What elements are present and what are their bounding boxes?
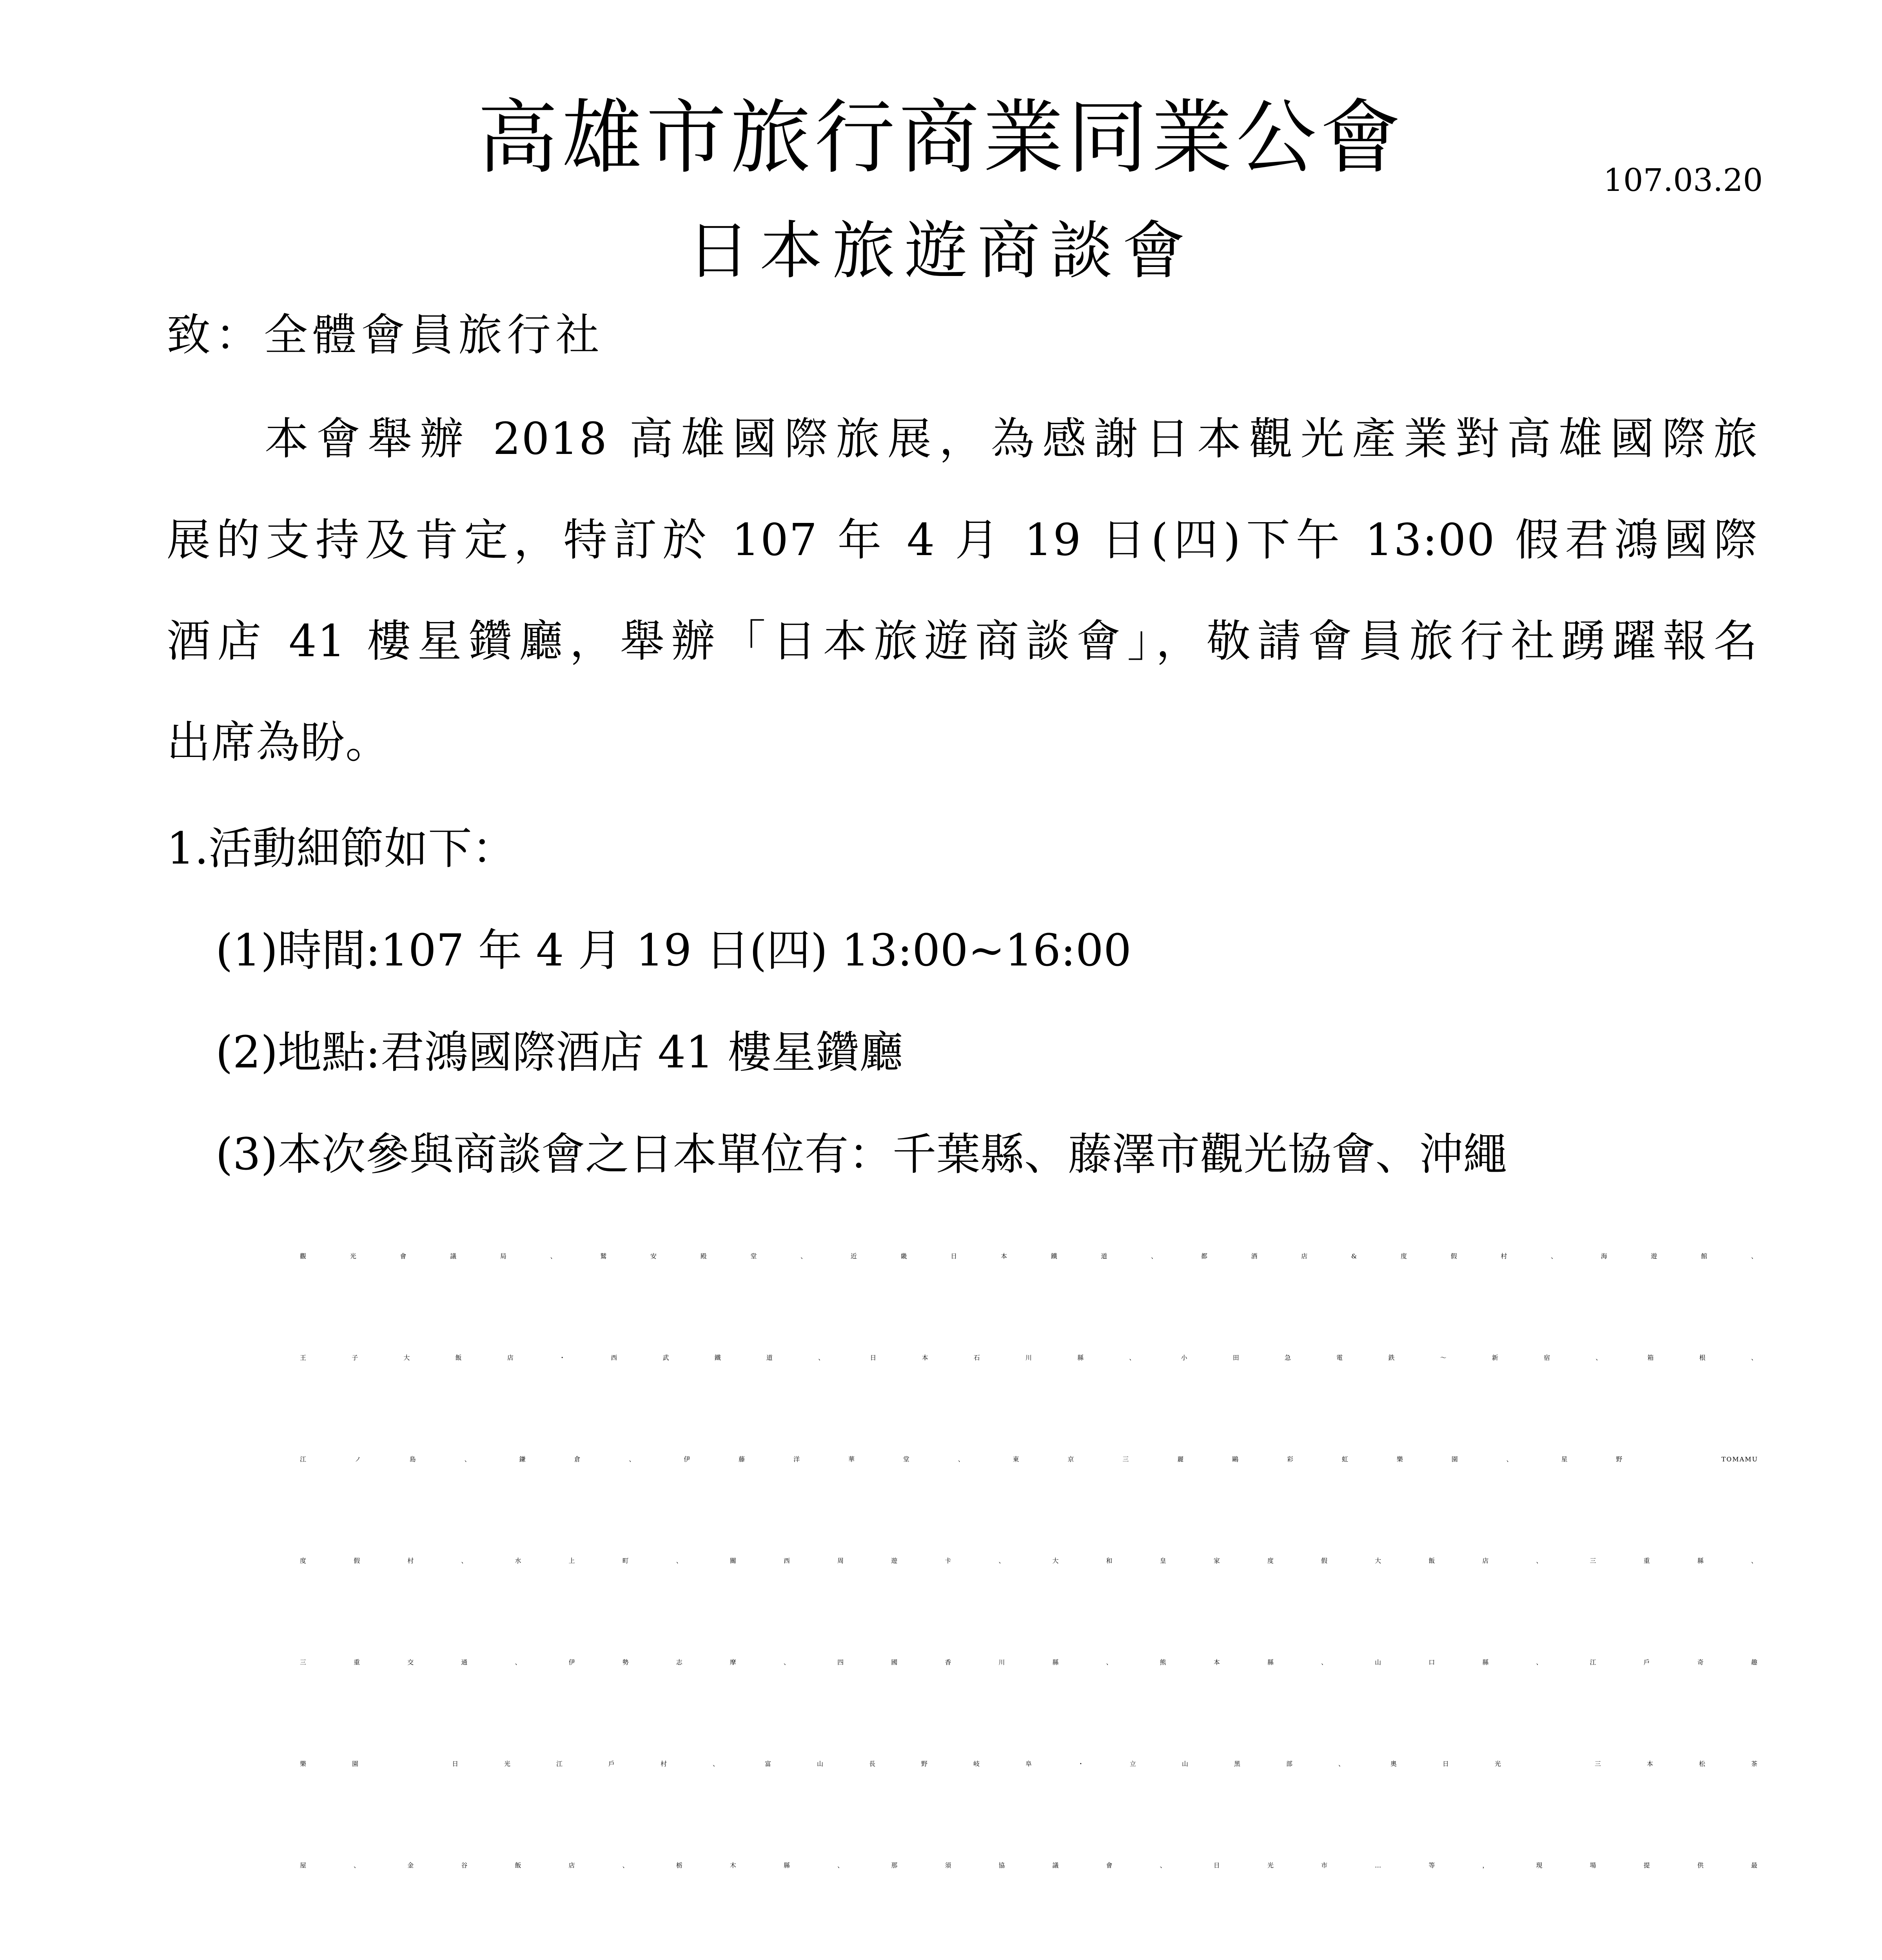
participants-lead: (3)本次參與商談會之日本單位有：千葉縣、藤澤市觀光協會、沖繩 (216, 1129, 1507, 1180)
participants-line (300, 1942, 1758, 1960)
participants-line: 三重交通、伊勢志摩、四國香川縣、熊本縣、山口縣、江戶奇趣 (300, 1659, 1758, 1666)
event-location: (2)地點:君鴻國際酒店 41 樓星鑽廳 (216, 1027, 904, 1078)
event-time: (1)時間:107 年 4 月 19 日(四) 13:00~16:00 (216, 925, 1132, 976)
intro-line: 本會舉辦 2018 高雄國際旅展，為感謝日本觀光產業對高雄國際旅 (265, 414, 1758, 465)
intro-line: 展的支持及肯定，特訂於 107 年 4 月 19 日(四)下午 13:00 假君鴻國際 (167, 515, 1759, 566)
participants-list (300, 1231, 1758, 1960)
participants-line: 江ノ島、鎌倉、伊藤洋華堂、東京三麗鷗彩虹樂園、星野 TOMAMU (300, 1455, 1758, 1463)
addressee: 致：全體會員旅行社 (167, 310, 604, 361)
participants-line: 樂園 日光江戶村、富山長野岐阜・立山黑部、奧日光 三本松茶 (300, 1760, 1758, 1768)
document-title: 高雄市旅行商業同業公會 (477, 91, 1405, 185)
section1-heading: 1.活動細節如下： (167, 823, 516, 874)
intro-line: 出席為盼。 (167, 717, 390, 768)
intro-line: 酒店 41 樓星鑽廳，舉辦「日本旅遊商談會」，敬請會員旅行社踴躍報名 (167, 616, 1758, 667)
participants-line: 屋、金谷飯店、栃木縣、那須協議會、日光市…等，現場提供最 (300, 1862, 1758, 1869)
document-date: 107.03.20 (1603, 162, 1763, 198)
document-subtitle: 日本旅遊商談會 (687, 214, 1195, 287)
participants-line: 度假村、水上町、關西周遊卡、大和皇家度假大飯店、三重縣、 (300, 1557, 1758, 1564)
participants-line: 觀光會議局、鷲安殿堂、近畿日本鐵道、都酒店&度假村、海遊館、 (300, 1252, 1758, 1260)
intro-paragraph (167, 414, 1758, 818)
participants-line: 王子大飯店・西武鐵道、日本石川縣、小田急電鉄～新宿、箱根、 (300, 1354, 1758, 1361)
